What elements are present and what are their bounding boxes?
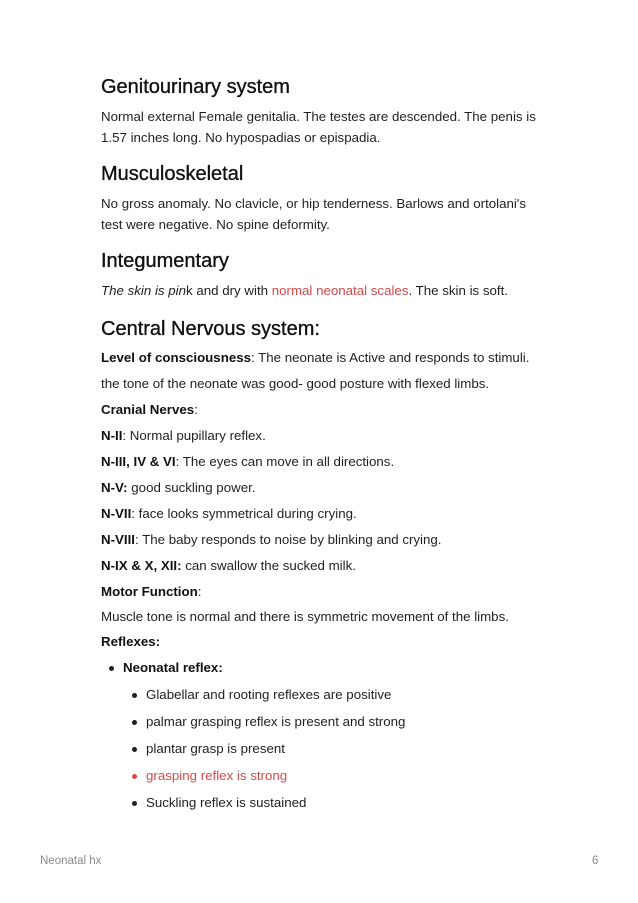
motor-function-text: Muscle tone is normal and there is symmetric movement of the limbs. xyxy=(101,609,509,624)
cns-consciousness-text: : The neonate is Active and responds to stimuli. xyxy=(251,350,530,365)
integumentary-highlight: normal neonatal scales xyxy=(271,283,409,298)
nerve-label: N-II xyxy=(101,428,123,443)
list-item-text: plantar grasp is present xyxy=(146,741,285,756)
integumentary-text-rest: . The skin is soft. xyxy=(408,283,509,298)
nerve-text: : The eyes can move in all directions. xyxy=(175,454,395,469)
list-item-text: grasping reflex is strong xyxy=(146,768,288,783)
cranial-nerves-colon: : xyxy=(194,402,198,417)
cranial-nerves-title xyxy=(101,399,198,420)
bullet-icon xyxy=(132,720,137,725)
reflexes-title xyxy=(101,631,160,652)
nerve-label: N-III, IV & VI xyxy=(101,454,176,469)
cns-consciousness xyxy=(101,347,529,368)
cns-tone: the tone of the neonate was good- good posture with flexed limbs. xyxy=(101,376,490,391)
reflexes-label: Reflexes: xyxy=(101,634,161,649)
nerve-line xyxy=(101,425,266,446)
nerve-text: : face looks symmetrical during crying. xyxy=(131,506,357,521)
list-item xyxy=(146,686,391,704)
genitourinary-text-line2: 1.57 inches long. No hypospadias or epispadia. xyxy=(101,130,381,145)
nerve-text: : Normal pupillary reflex. xyxy=(122,428,266,443)
list-item xyxy=(146,713,405,731)
page-number: 6 xyxy=(592,855,599,867)
neonatal-reflex-label: Neonatal reflex: xyxy=(123,660,223,675)
motor-function-title xyxy=(101,581,201,602)
cns-heading: Central Nervous system: xyxy=(101,318,320,340)
nerve-line xyxy=(101,477,255,498)
motor-function-label: Motor Function xyxy=(101,584,198,599)
neonatal-reflex-item xyxy=(123,659,223,677)
list-item xyxy=(146,767,287,785)
nerve-label: N-VIII xyxy=(101,532,135,547)
genitourinary-text-line1: Normal external Female genitalia. The testes are descended. The penis is xyxy=(101,109,536,124)
cns-consciousness-label: Level of consciousness xyxy=(101,350,252,365)
list-item xyxy=(146,794,306,812)
list-item-text: Glabellar and rooting reflexes are positive xyxy=(146,687,392,702)
integumentary-italic-text: The skin is pin xyxy=(101,283,186,298)
musculoskeletal-text-line1: No gross anomaly. No clavicle, or hip tenderness. Barlows and ortolani's xyxy=(101,196,527,211)
nerve-line xyxy=(101,451,394,472)
footer-title: Neonatal hx xyxy=(40,855,102,867)
nerve-line xyxy=(101,503,357,524)
list-item-text: Suckling reflex is sustained xyxy=(146,795,307,810)
list-item xyxy=(146,740,285,758)
nerve-text: : The baby responds to noise by blinking and crying. xyxy=(134,532,442,547)
list-item-text: palmar grasping reflex is present and strong xyxy=(146,714,406,729)
nerve-label: N-IX & X, XII: xyxy=(101,558,182,573)
integumentary-text xyxy=(101,280,508,301)
nerve-label: N-VII xyxy=(101,506,132,521)
motor-function-colon: : xyxy=(197,584,202,599)
bullet-icon xyxy=(132,747,137,752)
nerve-text: good suckling power. xyxy=(127,480,256,495)
bullet-icon xyxy=(132,801,137,806)
genitourinary-heading: Genitourinary system xyxy=(101,76,290,98)
integumentary-text-part: k and dry with xyxy=(186,283,272,298)
bullet-icon xyxy=(109,666,114,671)
cranial-nerves-label: Cranial Nerves xyxy=(101,402,195,417)
bullet-icon xyxy=(132,774,137,779)
nerve-line xyxy=(101,555,356,576)
bullet-icon xyxy=(132,693,137,698)
nerve-line xyxy=(101,529,442,550)
musculoskeletal-text-line2: test were negative. No spine deformity. xyxy=(101,217,330,232)
nerve-label: N-V: xyxy=(101,480,128,495)
musculoskeletal-heading: Musculoskeletal xyxy=(101,163,244,185)
integumentary-heading: Integumentary xyxy=(101,250,229,272)
nerve-text: can swallow the sucked milk. xyxy=(181,558,356,573)
